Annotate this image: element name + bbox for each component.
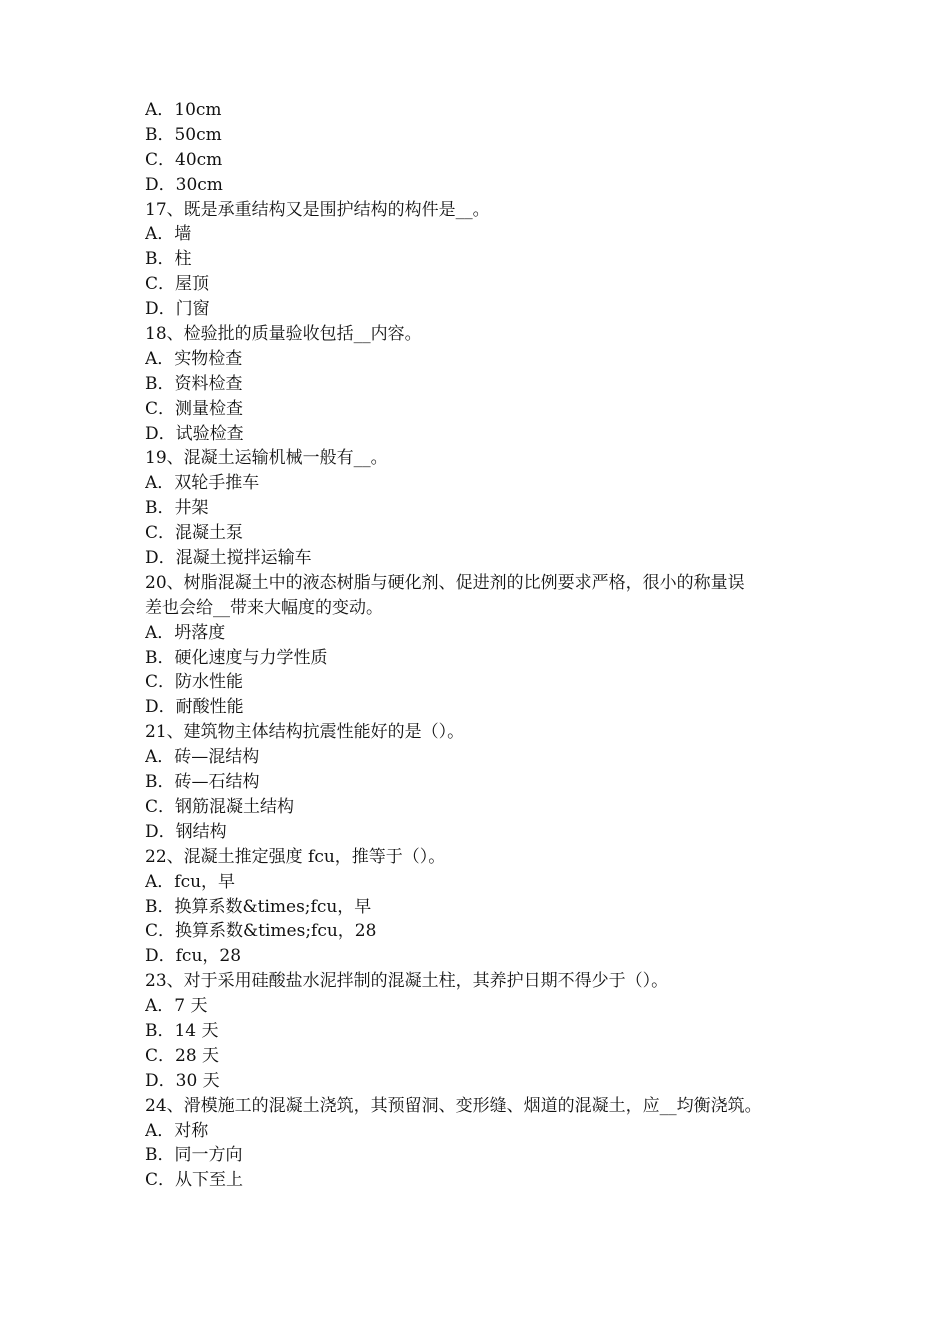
question-text-continued: 差也会给__带来大幅度的变动。 — [145, 597, 383, 618]
option-text: C．换算系数&times;fcu，28 — [145, 921, 377, 942]
question-text: 19、混凝土运输机械一般有__。 — [145, 448, 388, 469]
question-19 — [145, 446, 815, 570]
option-text: A．10cm — [145, 100, 222, 120]
option-text: D．fcu，28 — [145, 946, 242, 967]
question-text: 17、既是承重结构又是围护结构的构件是__。 — [145, 199, 490, 220]
option-text: B．砖—石结构 — [145, 772, 260, 793]
option-text: A．砖—混结构 — [145, 747, 260, 768]
option-text: C．从下至上 — [145, 1170, 244, 1191]
option-text: A．实物检查 — [145, 348, 243, 369]
option-text: C．防水性能 — [145, 672, 244, 693]
option-text: D．钢结构 — [145, 821, 227, 842]
option-text: D．30 天 — [145, 1070, 220, 1091]
option-text: C．40cm — [145, 149, 223, 170]
option-text: A．7 天 — [145, 996, 208, 1017]
option-text: B．井架 — [145, 498, 209, 519]
option-text: B．资料检查 — [145, 373, 243, 394]
option-text: D．试验检查 — [145, 423, 244, 444]
option-text: A．坍落度 — [145, 622, 226, 643]
question-text: 21、建筑物主体结构抗震性能好的是（）。 — [145, 722, 465, 743]
option-text: B．50cm — [145, 124, 222, 145]
option-text: A．双轮手推车 — [145, 473, 260, 494]
option-text: A．fcu，早 — [145, 871, 236, 892]
question-text: 18、检验批的质量验收包括__内容。 — [145, 324, 422, 345]
question-text: 23、对于采用硅酸盐水泥拌制的混凝土柱，其养护日期不得少于（）。 — [145, 971, 669, 992]
question-text: 20、树脂混凝土中的液态树脂与硬化剂、促进剂的比例要求严格，很小的称量误 — [145, 572, 745, 593]
question-22 — [145, 845, 815, 969]
option-text: B．14 天 — [145, 1020, 219, 1041]
option-text: D．门窗 — [145, 299, 210, 320]
question-21 — [145, 720, 815, 844]
question-text: 22、混凝土推定强度 fcu，推等于（）。 — [145, 846, 446, 867]
option-text: C．28 天 — [145, 1045, 220, 1066]
question-text: 24、滑模施工的混凝土浇筑，其预留洞、变形缝、烟道的混凝土，应__均衡浇筑。 — [145, 1095, 762, 1116]
option-text: C．屋顶 — [145, 274, 210, 295]
question-20 — [145, 571, 815, 720]
option-text: B．换算系数&times;fcu，早 — [145, 896, 372, 917]
question-23 — [145, 969, 815, 1093]
option-text: D．耐酸性能 — [145, 697, 244, 718]
question-24 — [145, 1094, 815, 1194]
option-text: C．测量检查 — [145, 398, 244, 419]
question-17 — [145, 198, 815, 322]
option-text: B．硬化速度与力学性质 — [145, 647, 328, 668]
option-text: B．柱 — [145, 249, 192, 270]
prev-question-options — [145, 98, 815, 198]
option-text: B．同一方向 — [145, 1145, 243, 1166]
option-text: C．钢筋混凝土结构 — [145, 796, 295, 817]
option-text: D．混凝土搅拌运输车 — [145, 548, 312, 569]
option-text: A．墙 — [145, 224, 192, 245]
option-text: D．30cm — [145, 174, 223, 195]
question-18 — [145, 322, 815, 446]
option-text: A．对称 — [145, 1120, 209, 1141]
exam-content — [145, 98, 815, 1193]
option-text: C．混凝土泵 — [145, 523, 244, 544]
